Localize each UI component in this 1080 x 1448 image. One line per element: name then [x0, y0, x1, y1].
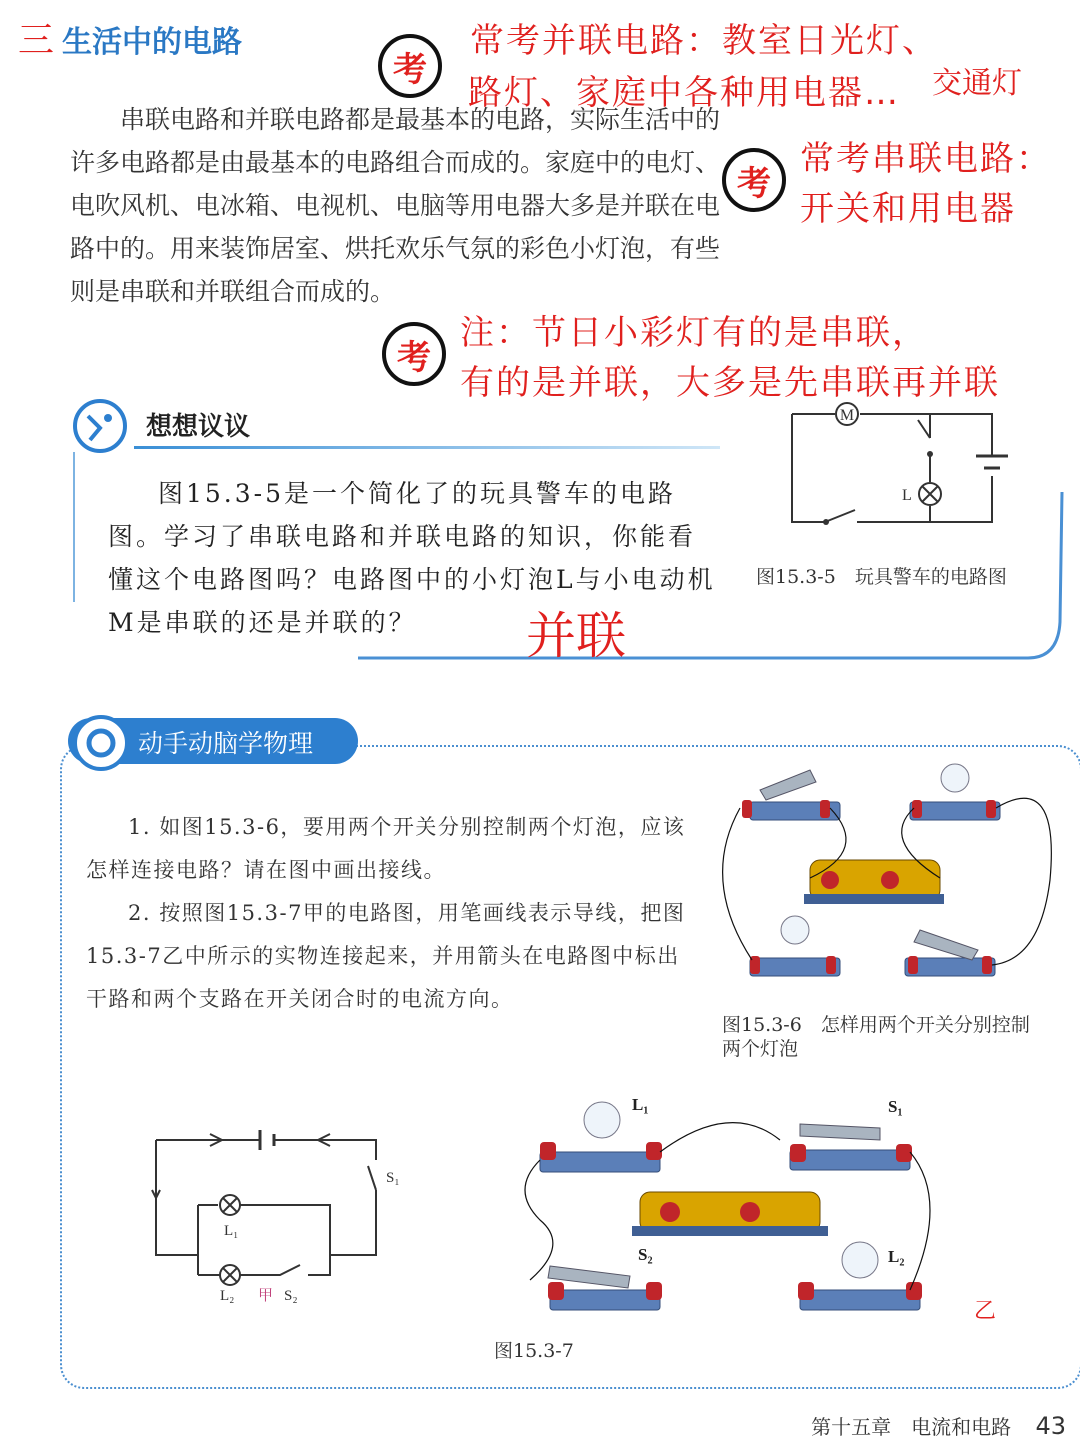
note-parallel-line1: 常考并联电路：教室日光灯、 — [470, 21, 938, 61]
section-number: 三 — [18, 20, 55, 61]
note-parallel-line2: 路灯、家庭中各种用电器… — [468, 73, 900, 113]
fig-15-3-7-caption: 图15.3-7 — [494, 1340, 574, 1362]
label-m: M — [839, 407, 855, 424]
label-l2-physical: L₂ — [888, 1247, 905, 1266]
think-bulb-icon — [70, 398, 132, 454]
think-title: 想想议议 — [146, 412, 251, 442]
label-l1-schematic: L₁ — [224, 1223, 239, 1239]
label-s1-physical: S₁ — [888, 1097, 903, 1116]
kao-mark-1: 考 — [378, 34, 442, 98]
police-car-circuit-diagram — [780, 398, 1010, 533]
fig-15-3-6-caption-line1: 图15.3-6 怎样用两个开关分别控制 — [722, 1014, 1030, 1036]
label-yi: 乙 — [974, 1299, 997, 1324]
label-jia: 甲 — [258, 1286, 274, 1304]
note-lights-line2: 有的是并联，大多是先串联再并联 — [460, 363, 1000, 403]
think-question: 图15.3-5是一个简化了的玩具警车的电路图。学习了串联电路和并联电路的知识，你能看懂这个电路图吗？电路图中的小灯泡L与小电动机M是串联的还是并联的？ — [108, 479, 716, 637]
label-s1-schematic: S₁ — [386, 1170, 400, 1186]
body-paragraph: 串联电路和并联电路都是最基本的电路，实际生活中的许多电路都是由最基本的电路组合而成的。家庭中的电灯、电吹风机、电冰箱、电视机、电脑等用电器大多是并联在电路中的。用来装饰居室、烘托欢乐气氛的彩色小灯泡，有些则是串联和并联组合而成的。 — [70, 105, 721, 306]
task-2: 2. 按照图15.3-7甲的电路图，用笔画线表示导线，把图15.3-7乙中所示的实物连接起来，并用箭头在电路图中标出干路和两个支路在开关闭合时的电流方向。 — [86, 901, 686, 1011]
fig-15-3-6-caption-line2: 两个灯泡 — [722, 1038, 799, 1060]
section-title-text: 生活中的电路 — [62, 25, 243, 60]
task-1: 1. 如图15.3-6，要用两个开关分别控制两个灯泡，应该怎样连接电路？请在图中画出接线。 — [86, 815, 686, 882]
kao-mark-2: 考 — [722, 148, 786, 212]
fig-15-3-5-caption: 图15.3-5 玩具警车的电路图 — [756, 566, 1007, 588]
think-title-underline — [134, 446, 720, 449]
fig-15-3-7-jia-schematic — [140, 1120, 420, 1310]
handwritten-answer: 并联 — [526, 607, 626, 665]
hands-on-icon — [72, 714, 130, 772]
chapter-title: 第十五章 电流和电路 — [811, 1415, 1012, 1439]
page-number: 43 — [1035, 1412, 1066, 1440]
page-footer — [811, 1411, 1066, 1440]
hands-on-tasks — [86, 806, 686, 1021]
fig-15-3-7-yi-components — [510, 1080, 950, 1320]
label-l: L — [902, 487, 912, 504]
fig-15-3-6-components — [700, 760, 1070, 1010]
label-s2-physical: S₂ — [638, 1245, 653, 1264]
note-series-line2: 开关和用电器 — [800, 189, 1016, 229]
label-l1-physical: L₁ — [632, 1095, 649, 1114]
section-title — [18, 12, 242, 63]
label-l2-schematic: L₂ — [220, 1288, 235, 1304]
switch-a-lever — [760, 770, 816, 800]
kao-mark-3: 考 — [382, 322, 446, 386]
switch-b-lever — [914, 930, 978, 960]
note-series-line1: 常考串联电路： — [800, 139, 1052, 179]
note-lights-line1: 注：节日小彩灯有的是串联， — [460, 313, 928, 353]
label-s2-schematic: S₂ — [284, 1288, 298, 1304]
note-parallel-extra: 交通灯 — [932, 66, 1022, 101]
hands-on-title: 动手动脑学物理 — [138, 729, 314, 758]
